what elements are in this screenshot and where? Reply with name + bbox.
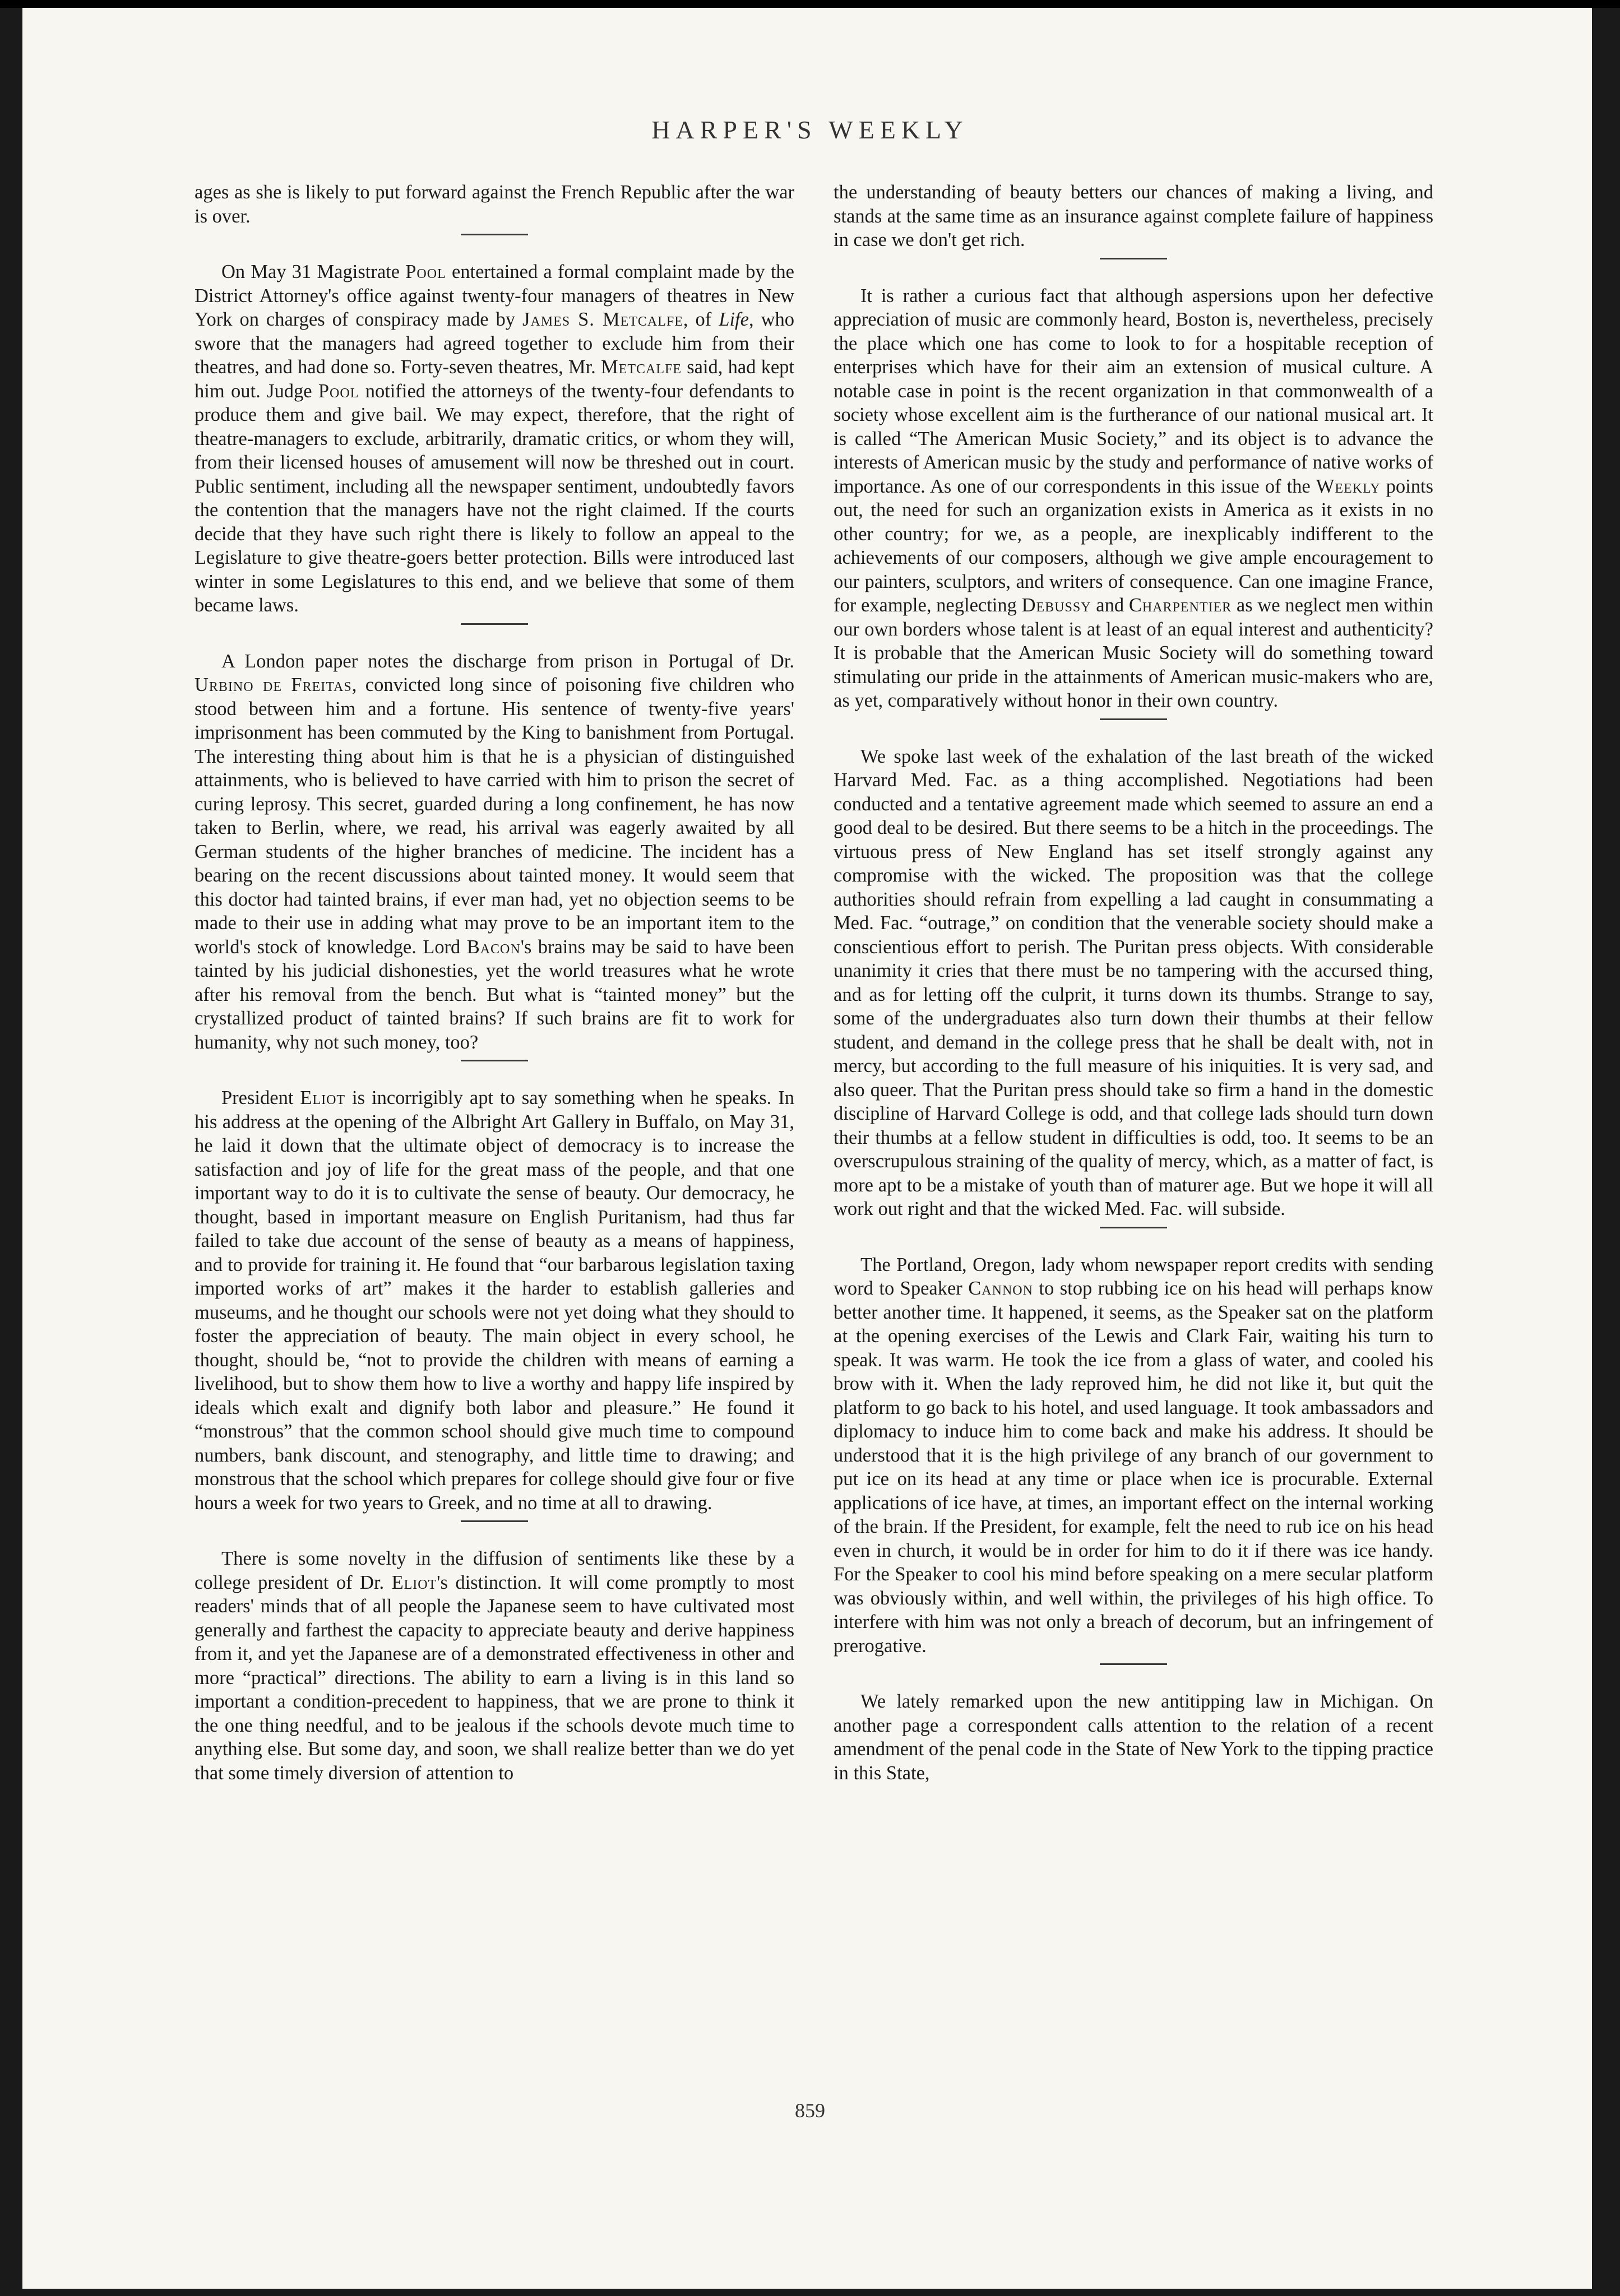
section-divider <box>1100 718 1167 720</box>
paragraph-text: the understanding of beauty betters our chances of making a living, and stands at the same time as an insurance against complete failure of happiness in case we don't get rich. <box>834 182 1433 251</box>
left-column <box>195 180 794 1785</box>
article-paragraph <box>195 1547 794 1785</box>
small-caps-name: Eliot <box>391 1571 437 1593</box>
paragraph-text: ages as she is likely to put forward against the French Republic after the war is over. <box>195 182 794 227</box>
paragraph-text: There is some novelty in the diffusion of sentiments like these by a college president of Dr. <box>195 1548 794 1593</box>
paragraph-text: 's distinction. It will come promptly to most readers' minds that of all people the Japanese seem to have cultivated most generally and farthest the capacity to appreciate beauty and derive happiness from it, and yet the Japanese are of a demonstrated effectiveness in other and more “practical” directions. The ability to earn a living is in this land so important a condition-precedent to happiness, that we are prone to think it the one thing needful, and to be jealous if the schools devote much time to anything else. But some day, and soon, we shall realize better than we do yet that some timely diversion of attention to <box>195 1571 794 1784</box>
paragraph-text: , who swore that the managers had agreed together to exclude him from their theatres, and had done so. Forty-seven theatres, Mr. <box>195 309 794 378</box>
right-column <box>834 180 1433 1785</box>
page-number: 859 <box>795 2099 825 2122</box>
small-caps-name: Eliot <box>300 1087 346 1108</box>
small-caps-name: Charpentier <box>1128 595 1232 616</box>
section-divider <box>461 234 528 235</box>
paragraph-text: notified the attorneys of the twenty-four defendants to produce them and give bail. We may expect, therefore, that the right of theatre-managers to exclude, arbitrarily, dramatic critics, or whom they will, from their licensed houses of amusement will now be threshed out in court. Public sentiment, including all the newspaper sentiment, undoubtedly favors the contention that the managers have not the right claimed. If the courts decide that they have such right there is likely to follow an appeal to the Legislature to give theatre-goers better protection. Bills were introduced last winter in some Legislatures to this end, and we believe that some of them became laws. <box>195 380 794 616</box>
article-paragraph <box>195 650 794 1055</box>
paragraph-text: 's brains may be said to have been tainted by his judicial dishonesties, yet the world treasures what he wrote after his removal from the bench. But what is “tainted money” but the crystallized product of tainted brains? If such brains are fit to work for humanity, why not such money, too? <box>195 936 795 1053</box>
paragraph-text: to stop rubbing ice on his head will perhaps know better another time. It happened, it seems, as the Speaker sat on the platform at the opening exercises of the Lewis and Clark Fair, waiting his turn to speak. It was warm. He took the ice from a glass of water, and cooled his brow with it. When the lady reproved him, he did not like it, but quit the platform to go back to his hotel, and used language. It took ambassadors and diplomacy to induce him to come back and make his address. It should be understood that it is the high privilege of any branch of our government to put ice on its head at any time or place when ice is procurable. External applications of ice have, at times, an important effect on the internal working of the brain. If the President, for example, felt the need to rub ice on his head even in church, it would be in order for him to do it if there was ice handy. For the Speaker to cool his mind before speaking on a mere secular platform was obviously within, and well within, the privileges of his high office. To interfere with him was not only a breach of decorum, but an infringement of prerogative. <box>834 1278 1433 1657</box>
paragraph-text: , of <box>683 309 719 330</box>
article-paragraph <box>195 180 794 228</box>
paragraph-text: On May 31 Magistrate <box>221 261 406 282</box>
section-divider <box>461 623 528 625</box>
small-caps-name: Debussy <box>1021 595 1091 616</box>
article-paragraph <box>834 1253 1433 1658</box>
paragraph-text: It is rather a curious fact that although aspersions upon her defective appreciation of music are commonly heard, Boston is, nevertheless, precisely the place which one has come to look to for a hospitable reception of enterprises which have for their aim an extension of musical culture. A notable case in point is the recent organization in that commonwealth of a society whose excellent aim is the furtherance of our national musical art. It is called “The American Music Society,” and its object is to advance the interests of American music by the study and performance of native works of importance. As one of our correspondents in this issue of the <box>834 285 1433 497</box>
article-paragraph <box>834 1690 1433 1785</box>
article-paragraph <box>195 1086 794 1515</box>
small-caps-name: Metcalfe <box>601 356 682 378</box>
article-paragraph <box>834 745 1433 1221</box>
small-caps-name: Cannon <box>968 1278 1033 1299</box>
article-paragraph <box>834 284 1433 713</box>
paragraph-text: entertained a formal complaint made by the District Attorney's office against twenty-four managers of theatres in New York on charges of conspiracy made by <box>195 261 794 330</box>
paragraph-text: We lately remarked upon the new antitipping law in Michigan. On another page a correspondent calls attention to the relation of a recent amendment of the penal code in the State of New York to the tipping practice in this State, <box>834 1691 1433 1784</box>
section-divider <box>461 1060 528 1061</box>
small-caps-name: Bacon <box>466 936 521 958</box>
section-divider <box>1100 1227 1167 1228</box>
small-caps-name: Weekly <box>1316 475 1381 497</box>
paragraph-text: We spoke last week of the exhalation of the last breath of the wicked Harvard Med. Fac. as a thing accomplished. Negotiations had been conducted and a tentative agreement made which seemed to assure an end a good deal to be desired. But there seems to be a hitch in the proceedings. The virtuous press of New England has set itself strongly against any compromise with the wicked. The proposition was that the college authorities should refrain from expelling a lad caught in consummating a Med. Fac. “outrage,” on condition that the venerable society should make a conscientious effort to perish. The Puritan press objects. With considerable unanimity it cries that there must be no tampering with the accursed thing, and as for letting off the culprit, it turns down its thumbs. Strange to say, some of the undergraduates also turn down their thumbs at their fellow student, and demand in the college press that he shall be dealt with, not in mercy, but according to the full measure of his iniquities. It is very sad, and also queer. That the Puritan press should take so firm a hand in the domestic discipline of Harvard College is odd, and that college lads should turn down their thumbs at a fellow student in difficulties is odd, too. It seems to be an overscrupulous straining of the quality of mercy, which, as a matter of fact, is more apt to be a mistake of youth than of maturer age. But we hope it will all work out right and that the wicked Med. Fac. will subside. <box>834 745 1433 1219</box>
paragraph-text: said, had kept him out. Judge <box>195 356 794 402</box>
paragraph-text: , convicted long since of poisoning five children who stood between him and a fortune. His sentence of twenty-five years' imprisonment has been commuted by the King to banishment from Portugal. The interesting thing about him is that he is a physician of distinguished attainments, who is believed to have carried with him to prison the secret of curing leprosy. This secret, guarded during a long confinement, he has now taken to Berlin, where, we read, his arrival was eagerly awaited by all German students of the higher branches of medicine. The incident has a bearing on the recent discussions about tainted money. It would seem that this doctor had tainted brains, if ever man had, yet no objection seems to be made to their use in adding what may prove to be an important item to the world's stock of knowledge. Lord <box>195 674 794 958</box>
paragraph-text: President <box>221 1087 300 1108</box>
small-caps-name: Urbino de Freitas <box>195 674 352 695</box>
small-caps-name: Pool <box>318 380 359 402</box>
masthead-title: HARPER'S WEEKLY <box>651 115 969 144</box>
small-caps-name: James S. Metcalfe <box>522 309 683 330</box>
scan-edge-top <box>0 0 1620 8</box>
section-divider <box>1100 1663 1167 1665</box>
article-paragraph <box>195 260 794 618</box>
article-paragraph <box>834 180 1433 252</box>
paragraph-text: points out, the need for such an organization exists in America as it exists in no other country; for we, as a people, are inexplicably indifferent to the achievements of our composers, although we give ample encouragement to our painters, sculptors, and writers of consequence. Can one imagine France, for example, neglecting <box>834 475 1433 616</box>
paragraph-text: The Portland, Oregon, lady whom newspaper report credits with sending word to Speaker <box>834 1254 1433 1299</box>
italic-title: Life <box>719 309 749 330</box>
paragraph-text: is incorrigibly apt to say something when he speaks. In his address at the opening of the Albright Art Gallery in Buffalo, on May 31, he laid it down that the ultimate object of democracy is to increase the satisfaction and joy of life for the great mass of the people, and that one important way to do it is to cultivate the sense of beauty. Our democracy, he thought, based in important measure on English Puritanism, had thus far failed to take due account of the sense of beauty as a means of happiness, and to provide for training it. He found that “our barbarous legislation taxing imported works of art” makes it the harder to establish galleries and museums, and he thought our schools were not yet doing what they should to foster the appreciation of beauty. The main object in every school, he thought, should be, “not to provide the children with means of earning a livelihood, but to show them how to live a worthy and happy life inspired by ideals which exalt and dignify both labor and pleasure.” He found it “monstrous” that the common school should give much time to compound numbers, bank discount, and stenography, and little time to drawing; and monstrous that the school which prepares for college should give four or five hours a week for two years to Greek, and no time at all to drawing. <box>195 1087 794 1514</box>
section-divider <box>1100 258 1167 259</box>
paragraph-text: as we neglect men within our own borders whose talent is at least of an equal interest and authenticity? It is probable that the American Music Society will do something toward stimulating our pride in the attainments of American music-makers who are, as yet, comparatively without honor in their own country. <box>834 595 1433 711</box>
paragraph-text: A London paper notes the discharge from prison in Portugal of Dr. <box>221 650 794 672</box>
small-caps-name: Pool <box>405 261 446 282</box>
section-divider <box>461 1520 528 1522</box>
paragraph-text: and <box>1091 595 1129 616</box>
